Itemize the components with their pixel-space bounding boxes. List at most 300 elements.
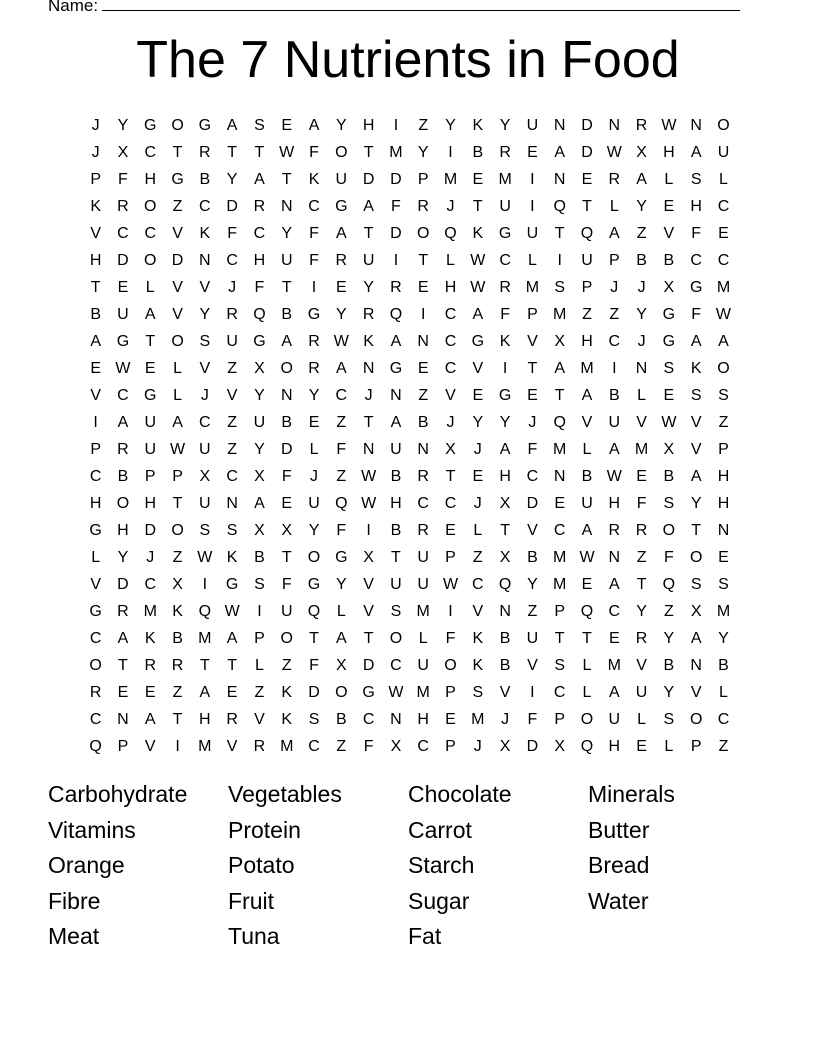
grid-letter: V <box>90 386 101 404</box>
grid-letter: F <box>281 575 292 593</box>
grid-letter: T <box>309 629 319 647</box>
grid-letter: R <box>253 737 266 755</box>
grid-letter: H <box>199 710 211 728</box>
grid-letter: U <box>199 494 211 512</box>
word-list-item: Starch <box>408 852 475 878</box>
grid-letter: X <box>636 143 647 161</box>
grid-letter: E <box>335 278 347 296</box>
grid-letter: F <box>636 494 647 512</box>
grid-letter: W <box>279 143 295 161</box>
grid-letter: T <box>118 656 128 674</box>
grid-letter: G <box>144 116 157 134</box>
grid-letter: Y <box>527 575 538 593</box>
grid-letter: G <box>335 197 348 215</box>
grid-letter: A <box>608 575 620 593</box>
grid-letter: O <box>416 224 430 242</box>
grid-letter: H <box>717 494 730 512</box>
grid-letter: A <box>254 170 265 188</box>
grid-letter: Y <box>636 197 647 215</box>
grid-letter: M <box>525 278 540 296</box>
grid-letter: B <box>199 170 211 188</box>
grid-letter: O <box>307 548 321 566</box>
grid-letter: C <box>717 251 730 269</box>
grid-letter: T <box>582 629 592 647</box>
grid-letter: M <box>443 170 458 188</box>
grid-letter: O <box>171 116 184 134</box>
grid-letter: I <box>502 359 508 377</box>
grid-letter: Q <box>498 575 512 593</box>
grid-letter: G <box>307 305 321 323</box>
grid-letter: O <box>144 197 157 215</box>
grid-letter: H <box>444 278 457 296</box>
grid-letter: O <box>689 710 703 728</box>
grid-letter: L <box>637 386 647 404</box>
page-title: The 7 Nutrients in Food <box>136 31 680 89</box>
grid-row <box>82 166 737 193</box>
grid-letter: B <box>718 656 729 674</box>
grid-letter: B <box>663 251 675 269</box>
grid-letter: W <box>333 332 349 350</box>
grid-letter: E <box>636 467 647 485</box>
grid-letter: S <box>554 656 566 674</box>
grid-letter: R <box>335 251 348 269</box>
grid-letter: A <box>499 440 511 458</box>
grid-letter: E <box>417 359 429 377</box>
grid-letter: E <box>527 143 538 161</box>
grid-letter: E <box>117 683 129 701</box>
grid-letter: B <box>499 656 511 674</box>
grid-letter: Z <box>718 737 729 755</box>
grid-letter: V <box>690 413 702 431</box>
grid-letter: G <box>307 575 321 593</box>
grid-letter: J <box>637 332 646 350</box>
grid-letter: X <box>363 548 374 566</box>
word-list <box>48 780 768 950</box>
grid-letter: U <box>417 656 429 674</box>
grid-letter: R <box>117 197 129 215</box>
grid-letter: A <box>308 116 320 134</box>
grid-letter: A <box>335 224 347 242</box>
grid-letter: T <box>227 143 238 161</box>
grid-letter: E <box>445 710 456 728</box>
grid-letter: K <box>144 629 156 647</box>
grid-letter: B <box>117 467 129 485</box>
grid-letter: Q <box>553 197 566 215</box>
word-list-item: Minerals <box>588 781 675 807</box>
grid-letter: E <box>472 467 484 485</box>
grid-letter: T <box>691 521 702 539</box>
grid-letter: X <box>499 737 511 755</box>
grid-letter: S <box>308 710 320 728</box>
grid-letter: T <box>281 278 292 296</box>
grid-row <box>82 706 737 733</box>
grid-letter: B <box>527 548 538 566</box>
grid-letter: R <box>308 359 320 377</box>
grid-letter: R <box>362 305 375 323</box>
grid-letter: Z <box>582 305 592 323</box>
grid-letter: K <box>472 224 484 242</box>
grid-letter: T <box>145 332 156 350</box>
grid-letter: T <box>554 386 565 404</box>
grid-letter: C <box>308 197 320 215</box>
grid-letter: Z <box>336 467 347 485</box>
grid-letter: L <box>719 683 728 701</box>
grid-letter: F <box>336 521 347 539</box>
grid-letter: A <box>636 170 647 188</box>
grid-letter: L <box>145 278 155 296</box>
grid-letter: A <box>144 305 156 323</box>
grid-letter: Y <box>308 386 320 404</box>
grid-row <box>82 409 737 436</box>
grid-letter: M <box>634 440 649 458</box>
grid-letter: G <box>89 521 102 539</box>
grid-letter: G <box>335 548 348 566</box>
grid-letter: E <box>281 116 293 134</box>
grid-letter: N <box>635 359 648 377</box>
grid-letter: E <box>663 386 675 404</box>
grid-letter: R <box>499 143 511 161</box>
grid-letter: B <box>281 305 293 323</box>
grid-letter: D <box>362 656 375 674</box>
grid-letter: V <box>472 602 484 620</box>
grid-letter: C <box>117 224 129 242</box>
grid-letter: C <box>335 386 348 404</box>
grid-letter: T <box>254 143 265 161</box>
grid-letter: D <box>526 494 539 512</box>
grid-letter: A <box>226 629 238 647</box>
grid-letter: B <box>390 521 402 539</box>
grid-letter: N <box>280 386 293 404</box>
grid-letter: S <box>472 683 484 701</box>
grid-letter: A <box>472 305 484 323</box>
name-field <box>48 0 740 16</box>
grid-letter: E <box>308 413 320 431</box>
grid-letter: K <box>472 629 484 647</box>
word-list-item: Vegetables <box>228 781 342 807</box>
grid-letter: E <box>144 359 156 377</box>
grid-letter: C <box>444 494 457 512</box>
grid-letter: P <box>144 467 156 485</box>
grid-letter: U <box>199 440 211 458</box>
grid-letter: I <box>366 521 371 539</box>
grid-letter: J <box>637 278 646 296</box>
word-list-item: Potato <box>228 852 295 878</box>
grid-letter: Y <box>499 116 511 134</box>
grid-letter: E <box>718 224 729 242</box>
grid-letter: X <box>254 359 265 377</box>
grid-letter: H <box>362 116 375 134</box>
grid-letter: C <box>526 467 539 485</box>
grid-letter: S <box>199 521 211 539</box>
grid-letter: H <box>253 251 266 269</box>
grid-letter: O <box>280 629 293 647</box>
grid-letter: R <box>89 683 102 701</box>
word-list-item: Carbohydrate <box>48 781 188 807</box>
grid-letter: R <box>417 197 429 215</box>
grid-letter: Y <box>335 575 347 593</box>
grid-letter: G <box>498 386 512 404</box>
grid-letter: D <box>362 170 375 188</box>
grid-letter: P <box>172 467 183 485</box>
grid-letter: M <box>553 440 567 458</box>
grid-letter: W <box>197 548 213 566</box>
grid-letter: C <box>226 251 238 269</box>
grid-letter: C <box>472 575 484 593</box>
grid-letter: C <box>226 467 238 485</box>
grid-letter: H <box>717 467 730 485</box>
grid-letter: U <box>280 251 293 269</box>
grid-letter: T <box>554 629 565 647</box>
grid-letter: R <box>226 710 238 728</box>
grid-letter: K <box>172 602 183 620</box>
grid-letter: T <box>391 548 401 566</box>
grid-letter: Y <box>363 278 374 296</box>
grid-letter: U <box>499 197 511 215</box>
grid-letter: N <box>390 386 402 404</box>
word-list-item: Butter <box>588 816 650 843</box>
grid-letter: I <box>420 305 426 323</box>
grid-letter: B <box>663 467 675 485</box>
grid-letter: R <box>199 143 211 161</box>
grid-letter: N <box>608 116 621 134</box>
grid-letter: A <box>363 197 374 215</box>
grid-letter: E <box>472 170 484 188</box>
grid-letter: U <box>608 710 621 728</box>
grid-letter: K <box>472 656 484 674</box>
grid-letter: N <box>417 332 429 350</box>
name-label: Name: <box>48 0 99 15</box>
grid-letter: K <box>226 548 238 566</box>
grid-letter: Z <box>172 683 183 701</box>
grid-letter: X <box>281 521 293 539</box>
grid-letter: D <box>144 521 157 539</box>
grid-letter: T <box>90 278 101 296</box>
grid-letter: G <box>498 224 512 242</box>
grid-letter: M <box>553 305 567 323</box>
grid-letter: L <box>664 737 674 755</box>
grid-letter: O <box>280 359 293 377</box>
grid-letter: Z <box>227 440 238 458</box>
word-list-item: Meat <box>48 923 100 949</box>
grid-letter: S <box>254 116 265 134</box>
grid-letter: U <box>390 440 402 458</box>
grid-letter: Z <box>472 548 483 566</box>
grid-letter: I <box>530 170 535 188</box>
grid-letter: Q <box>389 305 403 323</box>
grid-letter: L <box>664 170 674 188</box>
grid-letter: L <box>309 440 319 458</box>
grid-letter: H <box>390 494 402 512</box>
grid-row <box>82 274 737 301</box>
grid-letter: X <box>254 521 265 539</box>
grid-letter: I <box>393 251 399 269</box>
word-list-item: Vitamins <box>48 816 136 843</box>
grid-letter: A <box>554 143 566 161</box>
grid-letter: H <box>89 251 102 269</box>
grid-letter: D <box>390 224 402 242</box>
grid-letter: S <box>390 602 402 620</box>
grid-letter: B <box>472 143 484 161</box>
grid-letter: N <box>362 359 375 377</box>
grid-row <box>82 679 737 706</box>
grid-letter: K <box>308 170 320 188</box>
grid-letter: R <box>253 197 266 215</box>
grid-row <box>82 571 737 598</box>
grid-row <box>82 463 737 490</box>
grid-letter: J <box>200 386 209 404</box>
grid-letter: F <box>227 224 238 242</box>
grid-letter: J <box>446 413 455 431</box>
grid-letter: W <box>579 548 595 566</box>
grid-letter: D <box>226 197 238 215</box>
grid-row <box>82 328 737 355</box>
grid-letter: L <box>336 602 346 620</box>
grid-letter: T <box>472 197 483 215</box>
grid-row <box>82 733 737 760</box>
grid-letter: T <box>554 224 565 242</box>
word-list-item: Protein <box>228 816 301 843</box>
grid-letter: T <box>172 710 183 728</box>
grid-letter: Y <box>335 305 347 323</box>
grid-letter: S <box>199 332 211 350</box>
grid-letter: E <box>581 170 593 188</box>
grid-letter: Z <box>336 737 347 755</box>
grid-letter: B <box>172 629 183 647</box>
grid-letter: Z <box>281 656 292 674</box>
grid-letter: Z <box>663 602 674 620</box>
grid-letter: C <box>417 737 429 755</box>
grid-letter: Y <box>499 413 511 431</box>
grid-letter: F <box>691 305 702 323</box>
grid-letter: I <box>257 602 262 620</box>
grid-letter: W <box>470 278 486 296</box>
grid-letter: T <box>172 143 183 161</box>
grid-letter: V <box>254 710 265 728</box>
grid-letter: D <box>117 575 129 593</box>
grid-letter: A <box>117 629 129 647</box>
grid-letter: Z <box>172 197 183 215</box>
grid-letter: F <box>527 440 538 458</box>
grid-letter: G <box>662 332 676 350</box>
grid-letter: H <box>144 494 157 512</box>
grid-letter: Y <box>417 143 429 161</box>
grid-letter: G <box>253 332 266 350</box>
grid-letter: R <box>226 305 238 323</box>
grid-letter: B <box>281 413 293 431</box>
grid-letter: H <box>690 197 702 215</box>
grid-letter: N <box>390 710 402 728</box>
word-list-item: Tuna <box>228 923 280 949</box>
grid-letter: A <box>335 359 347 377</box>
grid-letter: F <box>527 710 538 728</box>
grid-letter: V <box>226 737 238 755</box>
grid-letter: J <box>610 278 619 296</box>
grid-row <box>82 301 737 328</box>
grid-letter: W <box>606 143 622 161</box>
grid-letter: X <box>499 494 511 512</box>
grid-letter: C <box>308 737 320 755</box>
grid-letter: Y <box>254 440 265 458</box>
grid-letter: E <box>636 737 647 755</box>
grid-letter: U <box>717 143 730 161</box>
grid-letter: S <box>663 710 675 728</box>
grid-letter: V <box>472 359 484 377</box>
grid-letter: U <box>581 251 593 269</box>
grid-letter: R <box>635 521 648 539</box>
grid-letter: O <box>717 116 730 134</box>
grid-letter: U <box>417 548 429 566</box>
grid-letter: F <box>391 197 401 215</box>
grid-letter: I <box>311 278 317 296</box>
grid-letter: C <box>144 224 157 242</box>
grid-letter: V <box>527 521 538 539</box>
grid-letter: W <box>388 683 404 701</box>
grid-letter: F <box>118 170 128 188</box>
grid-letter: L <box>582 656 592 674</box>
grid-letter: N <box>417 440 429 458</box>
grid-letter: P <box>90 440 101 458</box>
grid-letter: F <box>363 737 374 755</box>
grid-letter: N <box>499 602 511 620</box>
grid-letter: P <box>90 170 101 188</box>
grid-letter: C <box>117 386 129 404</box>
grid-letter: Q <box>580 602 594 620</box>
grid-letter: B <box>417 413 429 431</box>
grid-letter: C <box>199 413 211 431</box>
grid-letter: S <box>554 278 566 296</box>
grid-letter: H <box>608 494 621 512</box>
grid-letter: E <box>281 494 293 512</box>
grid-letter: A <box>690 629 702 647</box>
grid-letter: N <box>690 656 702 674</box>
grid-letter: C <box>253 224 266 242</box>
grid-letter: D <box>390 170 402 188</box>
grid-letter: B <box>390 467 402 485</box>
grid-letter: Y <box>445 116 456 134</box>
grid-letter: C <box>144 143 157 161</box>
grid-letter: F <box>309 143 319 161</box>
grid-letter: V <box>90 224 101 242</box>
grid-letter: F <box>254 278 265 296</box>
grid-letter: X <box>690 602 702 620</box>
grid-letter: C <box>144 575 157 593</box>
grid-letter: C <box>390 656 402 674</box>
grid-letter: N <box>280 197 293 215</box>
grid-letter: X <box>172 575 183 593</box>
grid-letter: H <box>663 143 675 161</box>
grid-letter: T <box>281 170 292 188</box>
grid-letter: L <box>418 629 428 647</box>
grid-letter: U <box>362 251 375 269</box>
grid-letter: X <box>663 440 675 458</box>
grid-letter: U <box>526 116 539 134</box>
grid-letter: Q <box>335 494 348 512</box>
grid-letter: D <box>526 737 539 755</box>
grid-letter: N <box>553 467 566 485</box>
grid-letter: N <box>553 116 566 134</box>
grid-letter: C <box>608 332 621 350</box>
grid-letter: Z <box>336 413 347 431</box>
grid-letter: D <box>171 251 184 269</box>
grid-letter: O <box>335 143 348 161</box>
grid-letter: Q <box>553 413 566 431</box>
grid-letter: X <box>499 548 511 566</box>
grid-letter: T <box>363 224 374 242</box>
grid-letter: E <box>417 278 429 296</box>
grid-letter: C <box>608 602 621 620</box>
grid-letter: D <box>117 251 129 269</box>
grid-letter: I <box>93 413 98 431</box>
